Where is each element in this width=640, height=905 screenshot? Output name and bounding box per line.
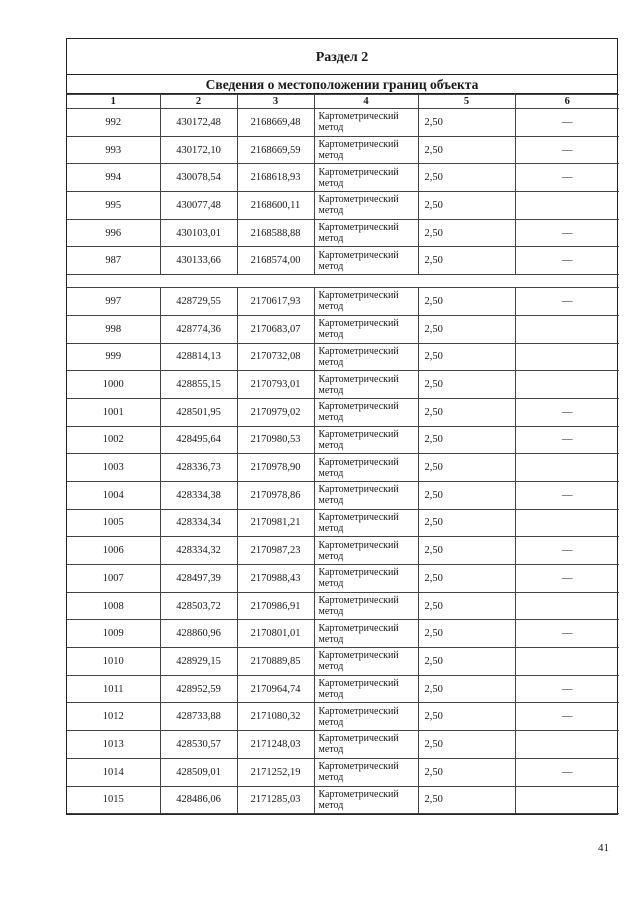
cell-point-number: 1010 (67, 648, 160, 676)
table-row (67, 288, 619, 316)
cell-coord-y: 2170988,43 (237, 565, 314, 593)
cell-coord-y: 2168600,11 (237, 192, 314, 220)
cell-col6 (515, 454, 619, 482)
boundary-coordinates-table (67, 94, 619, 814)
cell-accuracy: 2,50 (418, 703, 515, 731)
cell-point-number: 987 (67, 247, 160, 275)
table-row (67, 565, 619, 593)
cell-accuracy: 2,50 (418, 398, 515, 426)
cell-method: Картометрический метод (314, 786, 418, 814)
cell-accuracy: 2,50 (418, 454, 515, 482)
header-col-2: 2 (160, 95, 237, 109)
cell-point-number: 1015 (67, 786, 160, 814)
cell-accuracy: 2,50 (418, 758, 515, 786)
cell-col6: — (515, 288, 619, 316)
cell-method: Картометрический метод (314, 219, 418, 247)
cell-method: Картометрический метод (314, 454, 418, 482)
cell-accuracy: 2,50 (418, 109, 515, 137)
cell-coord-x: 428952,59 (160, 675, 237, 703)
table-row (67, 731, 619, 759)
cell-coord-y: 2170683,07 (237, 315, 314, 343)
separator-cell (67, 275, 619, 288)
cell-point-number: 1004 (67, 481, 160, 509)
cell-point-number: 1001 (67, 398, 160, 426)
cell-method: Картометрический метод (314, 648, 418, 676)
cell-method: Картометрический метод (314, 426, 418, 454)
cell-method: Картометрический метод (314, 481, 418, 509)
page-number: 41 (598, 842, 609, 854)
cell-col6: — (515, 675, 619, 703)
cell-point-number: 1014 (67, 758, 160, 786)
cell-col6: — (515, 537, 619, 565)
cell-method: Картометрический метод (314, 136, 418, 164)
cell-col6: — (515, 703, 619, 731)
cell-accuracy: 2,50 (418, 164, 515, 192)
cell-col6: — (515, 398, 619, 426)
cell-accuracy: 2,50 (418, 675, 515, 703)
table-header-row (67, 95, 619, 109)
table-body (67, 109, 619, 814)
cell-method: Картометрический метод (314, 592, 418, 620)
cell-coord-y: 2168618,93 (237, 164, 314, 192)
table-row (67, 247, 619, 275)
cell-point-number: 1009 (67, 620, 160, 648)
cell-point-number: 999 (67, 343, 160, 371)
cell-point-number: 1007 (67, 565, 160, 593)
cell-col6: — (515, 620, 619, 648)
cell-point-number: 1002 (67, 426, 160, 454)
cell-coord-x: 428501,95 (160, 398, 237, 426)
cell-coord-y: 2171252,19 (237, 758, 314, 786)
cell-point-number: 992 (67, 109, 160, 137)
cell-accuracy: 2,50 (418, 315, 515, 343)
cell-method: Картометрический метод (314, 565, 418, 593)
section-subtitle: Сведения о местоположении границ объекта (67, 75, 617, 94)
cell-method: Картометрический метод (314, 192, 418, 220)
cell-coord-x: 428334,32 (160, 537, 237, 565)
cell-col6: — (515, 109, 619, 137)
cell-coord-y: 2170978,90 (237, 454, 314, 482)
cell-coord-x: 430078,54 (160, 164, 237, 192)
table-row (67, 219, 619, 247)
table-row (67, 164, 619, 192)
cell-coord-y: 2170732,08 (237, 343, 314, 371)
header-col-5: 5 (418, 95, 515, 109)
cell-accuracy: 2,50 (418, 371, 515, 399)
cell-accuracy: 2,50 (418, 192, 515, 220)
cell-accuracy: 2,50 (418, 481, 515, 509)
table-row (67, 426, 619, 454)
cell-coord-y: 2170980,53 (237, 426, 314, 454)
header-col-4: 4 (314, 95, 418, 109)
cell-method: Картометрический метод (314, 371, 418, 399)
cell-coord-y: 2170889,85 (237, 648, 314, 676)
cell-col6 (515, 786, 619, 814)
cell-accuracy: 2,50 (418, 731, 515, 759)
cell-point-number: 1003 (67, 454, 160, 482)
cell-accuracy: 2,50 (418, 592, 515, 620)
cell-point-number: 993 (67, 136, 160, 164)
cell-coord-x: 428495,64 (160, 426, 237, 454)
cell-accuracy: 2,50 (418, 288, 515, 316)
cell-coord-x: 430077,48 (160, 192, 237, 220)
table-row (67, 398, 619, 426)
cell-accuracy: 2,50 (418, 620, 515, 648)
cell-coord-y: 2168669,48 (237, 109, 314, 137)
cell-method: Картометрический метод (314, 758, 418, 786)
table-row (67, 786, 619, 814)
cell-coord-x: 428929,15 (160, 648, 237, 676)
table-row (67, 620, 619, 648)
table-row (67, 509, 619, 537)
table-row (67, 537, 619, 565)
cell-point-number: 1005 (67, 509, 160, 537)
cell-accuracy: 2,50 (418, 565, 515, 593)
cell-coord-x: 428733,88 (160, 703, 237, 731)
cell-col6: — (515, 426, 619, 454)
cell-method: Картометрический метод (314, 343, 418, 371)
cell-point-number: 1006 (67, 537, 160, 565)
header-col-3: 3 (237, 95, 314, 109)
cell-accuracy: 2,50 (418, 136, 515, 164)
table-row (67, 703, 619, 731)
cell-coord-y: 2170986,91 (237, 592, 314, 620)
cell-coord-y: 2170617,93 (237, 288, 314, 316)
cell-method: Картометрический метод (314, 537, 418, 565)
cell-coord-y: 2168588,88 (237, 219, 314, 247)
cell-coord-y: 2170981,21 (237, 509, 314, 537)
cell-point-number: 994 (67, 164, 160, 192)
table-row (67, 454, 619, 482)
cell-col6 (515, 192, 619, 220)
cell-coord-y: 2170979,02 (237, 398, 314, 426)
cell-coord-x: 430103,01 (160, 219, 237, 247)
cell-coord-x: 428855,15 (160, 371, 237, 399)
header-col-6: 6 (515, 95, 619, 109)
cell-accuracy: 2,50 (418, 219, 515, 247)
cell-col6: — (515, 136, 619, 164)
cell-point-number: 1012 (67, 703, 160, 731)
cell-method: Картометрический метод (314, 109, 418, 137)
cell-col6 (515, 343, 619, 371)
table-row (67, 648, 619, 676)
section-frame (66, 38, 618, 815)
cell-col6 (515, 648, 619, 676)
table-row (67, 592, 619, 620)
cell-col6 (515, 509, 619, 537)
cell-col6: — (515, 164, 619, 192)
cell-col6: — (515, 565, 619, 593)
cell-coord-x: 430133,66 (160, 247, 237, 275)
cell-accuracy: 2,50 (418, 786, 515, 814)
cell-coord-x: 430172,48 (160, 109, 237, 137)
cell-point-number: 1011 (67, 675, 160, 703)
cell-coord-y: 2170801,01 (237, 620, 314, 648)
cell-accuracy: 2,50 (418, 426, 515, 454)
table-row (67, 343, 619, 371)
cell-coord-y: 2170978,86 (237, 481, 314, 509)
cell-coord-x: 428530,57 (160, 731, 237, 759)
table-row (67, 481, 619, 509)
cell-accuracy: 2,50 (418, 343, 515, 371)
cell-point-number: 998 (67, 315, 160, 343)
cell-point-number: 995 (67, 192, 160, 220)
cell-col6 (515, 731, 619, 759)
cell-col6: — (515, 758, 619, 786)
cell-point-number: 996 (67, 219, 160, 247)
cell-method: Картометрический метод (314, 675, 418, 703)
cell-coord-x: 428729,55 (160, 288, 237, 316)
cell-coord-y: 2170987,23 (237, 537, 314, 565)
table-row (67, 109, 619, 137)
cell-method: Картометрический метод (314, 509, 418, 537)
cell-accuracy: 2,50 (418, 247, 515, 275)
cell-coord-x: 428336,73 (160, 454, 237, 482)
cell-method: Картометрический метод (314, 731, 418, 759)
cell-coord-x: 428860,96 (160, 620, 237, 648)
cell-method: Картометрический метод (314, 164, 418, 192)
cell-point-number: 1000 (67, 371, 160, 399)
cell-col6 (515, 371, 619, 399)
table-row (67, 192, 619, 220)
cell-coord-x: 428774,36 (160, 315, 237, 343)
cell-coord-x: 428509,01 (160, 758, 237, 786)
cell-coord-y: 2171080,32 (237, 703, 314, 731)
cell-point-number: 997 (67, 288, 160, 316)
cell-accuracy: 2,50 (418, 509, 515, 537)
cell-coord-x: 428814,13 (160, 343, 237, 371)
cell-coord-y: 2170793,01 (237, 371, 314, 399)
section-title: Раздел 2 (67, 39, 617, 75)
cell-method: Картометрический метод (314, 398, 418, 426)
table-row (67, 315, 619, 343)
cell-col6: — (515, 481, 619, 509)
group-separator-row (67, 275, 619, 288)
cell-coord-y: 2168669,59 (237, 136, 314, 164)
cell-coord-y: 2171285,03 (237, 786, 314, 814)
cell-method: Картометрический метод (314, 288, 418, 316)
cell-col6: — (515, 247, 619, 275)
cell-col6: — (515, 219, 619, 247)
cell-coord-x: 430172,10 (160, 136, 237, 164)
cell-coord-y: 2170964,74 (237, 675, 314, 703)
header-col-1: 1 (67, 95, 160, 109)
cell-coord-x: 428503,72 (160, 592, 237, 620)
cell-point-number: 1013 (67, 731, 160, 759)
cell-coord-y: 2171248,03 (237, 731, 314, 759)
cell-coord-x: 428486,06 (160, 786, 237, 814)
cell-method: Картометрический метод (314, 620, 418, 648)
cell-accuracy: 2,50 (418, 537, 515, 565)
cell-coord-x: 428334,34 (160, 509, 237, 537)
table-row (67, 758, 619, 786)
cell-coord-x: 428497,39 (160, 565, 237, 593)
cell-col6 (515, 592, 619, 620)
cell-method: Картометрический метод (314, 703, 418, 731)
table-row (67, 371, 619, 399)
table-row (67, 675, 619, 703)
cell-coord-x: 428334,38 (160, 481, 237, 509)
table-row (67, 136, 619, 164)
cell-coord-y: 2168574,00 (237, 247, 314, 275)
cell-accuracy: 2,50 (418, 648, 515, 676)
cell-col6 (515, 315, 619, 343)
cell-point-number: 1008 (67, 592, 160, 620)
cell-method: Картометрический метод (314, 247, 418, 275)
cell-method: Картометрический метод (314, 315, 418, 343)
